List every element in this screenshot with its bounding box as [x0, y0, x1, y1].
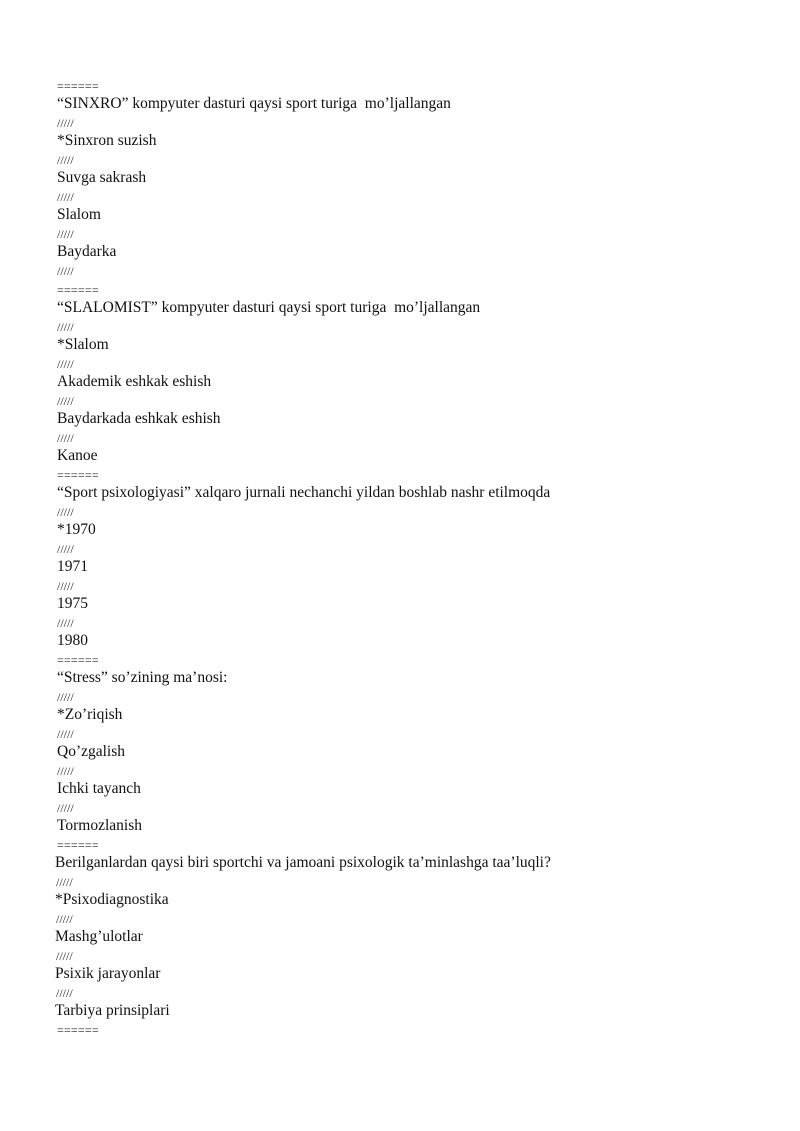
option-text: Ichki tayanch [57, 780, 141, 797]
option-marker: ///// [57, 801, 74, 815]
option-text: *1970 [57, 521, 96, 538]
question-text: “Sport psixologiyasi” xalqaro jurnali nechanchi yildan boshlab nashr etilmoqda [57, 484, 551, 501]
option-text: Mashg’ulotlar [55, 928, 143, 945]
question-text: “Stress” so’zining ma’nosi: [57, 669, 228, 686]
option-marker: ///// [57, 320, 74, 334]
option-marker: ///// [57, 116, 74, 130]
option-marker: ///// [56, 912, 73, 926]
option-marker: ///// [57, 764, 74, 778]
option-text: 1971 [57, 558, 88, 575]
option-marker: ///// [57, 264, 74, 278]
option-marker: ///// [57, 727, 74, 741]
separator-line: ====== [57, 1023, 99, 1037]
option-marker: ///// [57, 579, 74, 593]
option-text: 1980 [57, 632, 88, 649]
option-marker: ///// [57, 542, 74, 556]
option-text: Baydarka [57, 243, 117, 260]
option-text: *Slalom [57, 336, 109, 353]
option-marker: ///// [57, 190, 74, 204]
option-text: Tormozlanish [57, 817, 143, 834]
question-text: “SINXRO” kompyuter dasturi qaysi sport turiga mo’ljallangan [57, 95, 451, 112]
option-marker: ///// [57, 394, 74, 408]
option-text: Slalom [57, 206, 101, 223]
option-text: Baydarkada eshkak eshish [57, 410, 221, 427]
option-marker: ///// [57, 153, 74, 167]
option-text: Tarbiya prinsiplari [55, 1002, 170, 1019]
option-text: *Psixodiagnostika [55, 891, 169, 908]
option-text: *Zo’riqish [57, 706, 123, 723]
question-text: “SLALOMIST” kompyuter dasturi qaysi sport turiga mo’ljallangan [57, 299, 481, 316]
option-text: Psixik jarayonlar [55, 965, 161, 982]
option-marker: ///// [56, 949, 73, 963]
option-text: Suvga sakrash [57, 169, 147, 186]
option-marker: ///// [57, 227, 74, 241]
separator-line: ====== [57, 79, 99, 93]
option-marker: ///// [57, 616, 74, 630]
separator-line: ====== [57, 838, 99, 852]
option-marker: ///// [56, 875, 73, 889]
option-marker: ///// [57, 431, 74, 445]
option-text: *Sinxron suzish [57, 132, 157, 149]
question-text: Berilganlardan qaysi biri sportchi va jamoani psixologik ta’minlashga taa’luqli? [55, 854, 551, 871]
separator-line: ====== [57, 653, 99, 667]
option-marker: ///// [57, 690, 74, 704]
option-text: 1975 [57, 595, 88, 612]
option-marker: ///// [57, 505, 74, 519]
option-marker: ///// [57, 357, 74, 371]
option-text: Qo’zgalish [57, 743, 126, 760]
separator-line: ====== [57, 283, 99, 297]
option-text: Akademik eshkak eshish [57, 373, 212, 390]
option-marker: ///// [56, 986, 73, 1000]
option-text: Kanoe [57, 447, 98, 464]
separator-line: ====== [57, 468, 99, 482]
